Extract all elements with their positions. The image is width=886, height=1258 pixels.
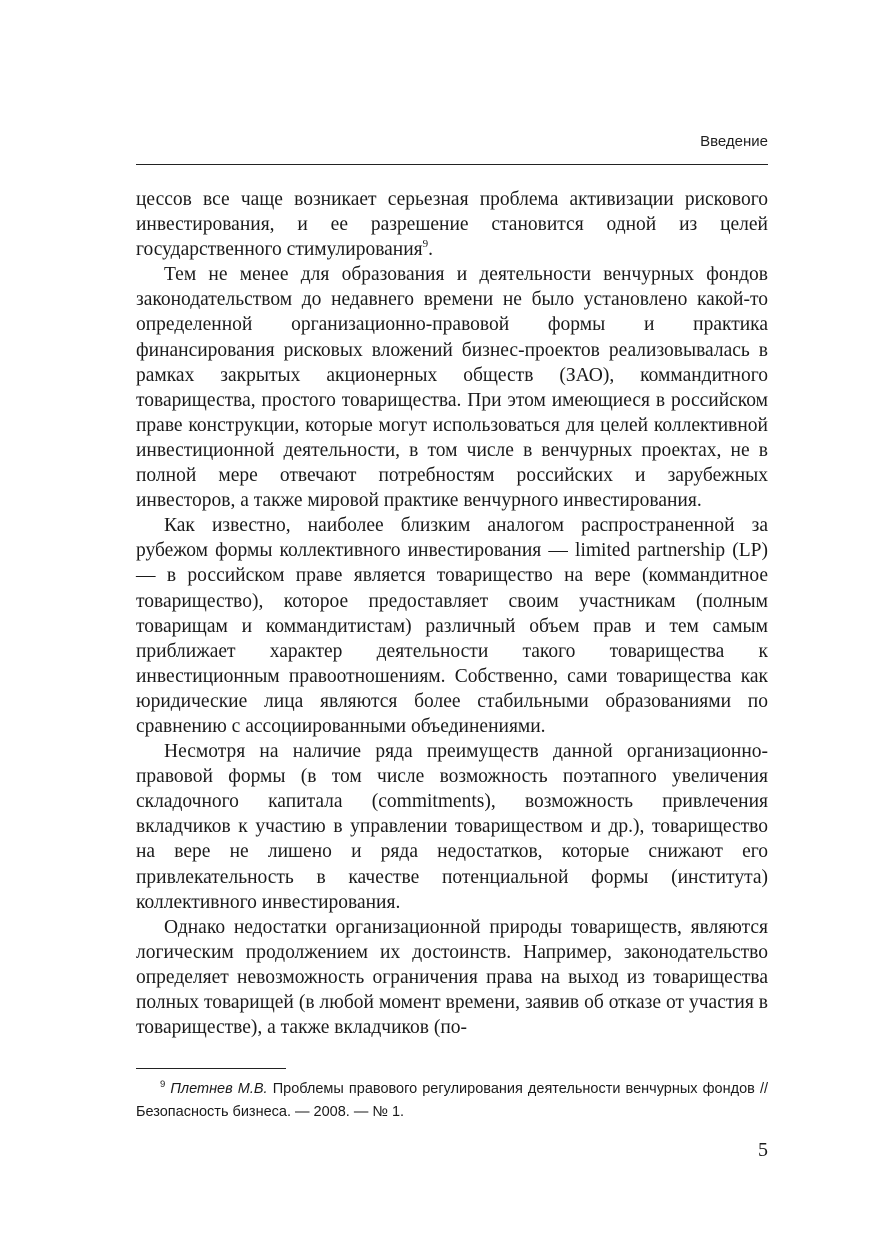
paragraph-1-text: цессов все чаще возникает серьезная проблема активизации рискового инвестирования, и ее разрешение становится одной из целей государственного стимулирования (136, 189, 768, 261)
body-text (136, 187, 768, 1040)
running-header (136, 133, 768, 155)
running-title: Введение (700, 133, 768, 150)
paragraph-3: Как известно, наиболее близким аналогом распространенной за рубежом формы коллективного инвестирования — limited partnership (LP) — в российском праве является товарищество на вере (коммандитное товарищество), которое предоставляет своим участникам (полным товарищам и коммандитистам) различный объем прав и тем самым приближает характер деятельности такого товарищества к инвестиционным правоотношениям. Собственно, сами товарищества как юридические лица являются более стабильными образованиями по сравнению с ассоциированными объединениями. (136, 515, 768, 737)
paragraph-2: Тем не менее для образования и деятельности венчурных фондов законодательством до недавнего времени не было установлено какой-то определенной организационно-правовой формы и практика финансирования рисковых вложений бизнес-проектов реализовывалась в рамках закрытых акционерных обществ (ЗАО), коммандитного товарищества, простого товарищества. При этом имеющиеся в российском праве конструкции, которые могут использоваться для целей коллективной инвестиционной деятельности, в том числе в венчурных проектах, не в полной мере отвечают потребностям российских и зарубежных инвесторов, а также мировой практике венчурного инвестирования. (136, 264, 768, 512)
paragraph-1-end: . (428, 239, 434, 261)
paragraph-5: Однако недостатки организационной природы товариществ, являются логическим продолжением их достоинств. Например, законодательство определяет невозможность ограничения права на выход из товарищества полных товарищей (в любой момент времени, заявив об отказе от участия в товариществе), а также вкладчиков (по- (136, 916, 768, 1039)
footnote-marker: 9 (160, 1079, 166, 1091)
footnote-reference[interactable]: 9 (422, 237, 429, 250)
page-number: 5 (758, 1139, 768, 1161)
header-rule (136, 164, 768, 165)
footnote-author: Плетнев М.В. (170, 1081, 268, 1097)
footnote (136, 1078, 768, 1124)
paragraph-4: Несмотря на наличие ряда преимуществ данной организационно-правовой формы (в том числе возможность поэтапного увеличения складочного капитала (commitments), возможность привлечения вкладчиков к участию в управлении товариществом и др.), товарищество на вере не лишено и ряда недостатков, которые снижают его привлекательность в качестве потенциальной формы (института) коллективного инвестирования. (136, 741, 768, 913)
footnote-rule (136, 1068, 286, 1069)
paragraph-1 (136, 187, 768, 262)
footnote-text: Проблемы правового регулирования деятельности венчурных фондов // Безопасность бизнеса. — 2008. — № 1. (136, 1081, 769, 1120)
footnote-paragraph (136, 1078, 768, 1124)
